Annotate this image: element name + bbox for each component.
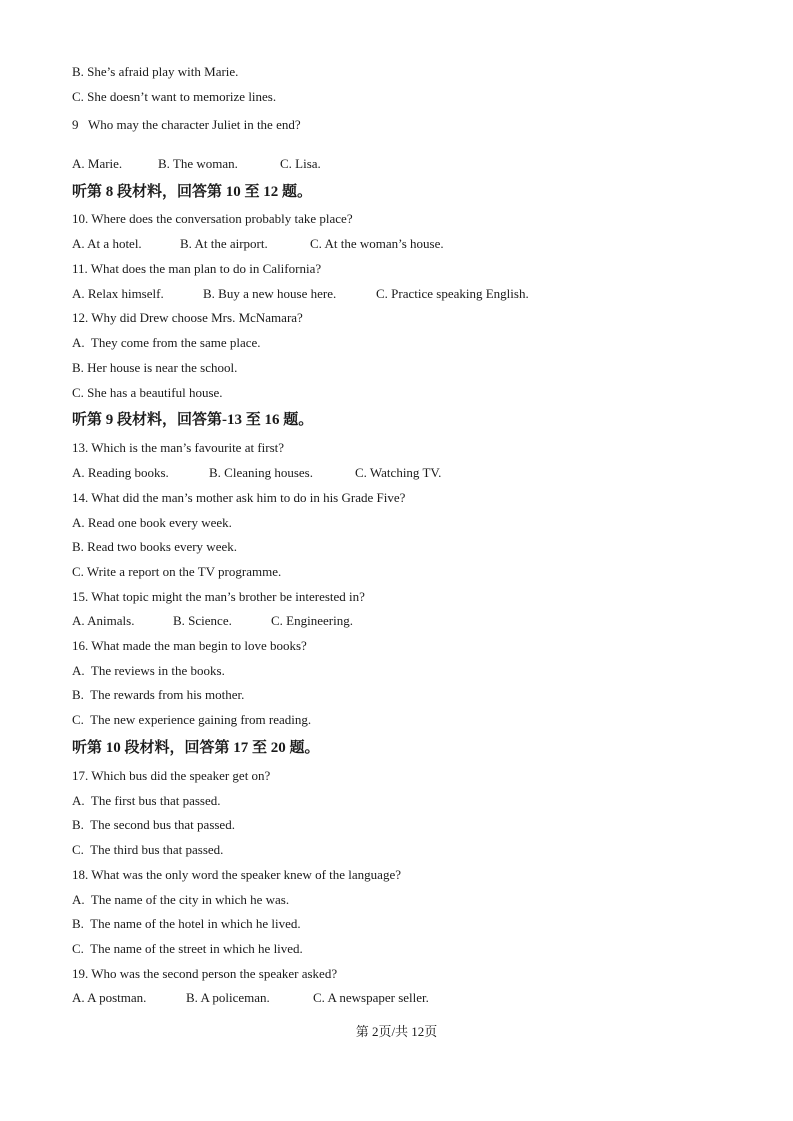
page-footer: 第 2页/共 12页: [355, 1024, 438, 1039]
answer-option: C. At the woman’s house.: [310, 236, 444, 251]
question-line: 14. What did the man’s mother ask him to do in his Grade Five?: [72, 490, 406, 505]
answer-option: A. Animals.: [72, 613, 135, 628]
question-line: C. Write a report on the TV programme.: [72, 564, 282, 579]
answer-option: C. Practice speaking English.: [376, 286, 529, 301]
question-line: B. Read two books every week.: [72, 539, 237, 554]
answer-option: B. Cleaning houses.: [209, 465, 313, 480]
answer-option: B. At the airport.: [180, 236, 268, 251]
answer-option: B. A policeman.: [186, 990, 270, 1005]
question-line: 11. What does the man plan to do in California?: [72, 261, 322, 276]
question-line: 13. Which is the man’s favourite at first?: [72, 440, 285, 455]
question-line: C. She has a beautiful house.: [72, 385, 223, 400]
question-line: 18. What was the only word the speaker knew of the language?: [72, 867, 401, 882]
question-line: C. The new experience gaining from reading.: [72, 712, 312, 727]
question-line: 9 Who may the character Juliet in the end?: [72, 117, 301, 132]
question-line: 10. Where does the conversation probably take place?: [72, 211, 353, 226]
question-line: B. She’s afraid play with Marie.: [72, 64, 239, 79]
question-line: B. The name of the hotel in which he lived.: [72, 916, 301, 931]
answer-option: A. At a hotel.: [72, 236, 142, 251]
section-heading: 听第 8 段材料，回答第 10 至 12 题。: [72, 184, 313, 200]
question-line: A. Read one book every week.: [72, 515, 232, 530]
answer-option: C. Watching TV.: [355, 465, 442, 480]
answer-option: A. Relax himself.: [72, 286, 164, 301]
answer-option: B. Buy a new house here.: [203, 286, 337, 301]
question-line: A. They come from the same place.: [72, 335, 261, 350]
answer-option: B. The woman.: [158, 156, 238, 171]
question-line: B. Her house is near the school.: [72, 360, 238, 375]
answer-option: B. Science.: [173, 613, 232, 628]
question-line: B. The second bus that passed.: [72, 817, 235, 832]
question-line: C. The third bus that passed.: [72, 842, 224, 857]
question-line: C. She doesn’t want to memorize lines.: [72, 89, 277, 104]
answer-option: C. Lisa.: [280, 156, 321, 171]
question-line: A. The first bus that passed.: [72, 793, 221, 808]
question-line: 19. Who was the second person the speaker asked?: [72, 966, 338, 981]
answer-option: A. Reading books.: [72, 465, 169, 480]
section-heading: 听第 10 段材料，回答第 17 至 20 题。: [72, 740, 320, 756]
answer-option: A. Marie.: [72, 156, 123, 171]
question-line: A. The reviews in the books.: [72, 663, 225, 678]
answer-option: C. Engineering.: [271, 613, 353, 628]
question-line: 12. Why did Drew choose Mrs. McNamara?: [72, 310, 303, 325]
question-line: B. The rewards from his mother.: [72, 687, 245, 702]
question-line: 15. What topic might the man’s brother be interested in?: [72, 589, 365, 604]
answer-option: A. A postman.: [72, 990, 147, 1005]
question-line: C. The name of the street in which he lived.: [72, 941, 303, 956]
question-line: 17. Which bus did the speaker get on?: [72, 768, 271, 783]
section-heading: 听第 9 段材料，回答第-13 至 16 题。: [72, 412, 314, 428]
question-line: A. The name of the city in which he was.: [72, 892, 290, 907]
question-line: 16. What made the man begin to love books?: [72, 638, 307, 653]
answer-option: C. A newspaper seller.: [313, 990, 429, 1005]
